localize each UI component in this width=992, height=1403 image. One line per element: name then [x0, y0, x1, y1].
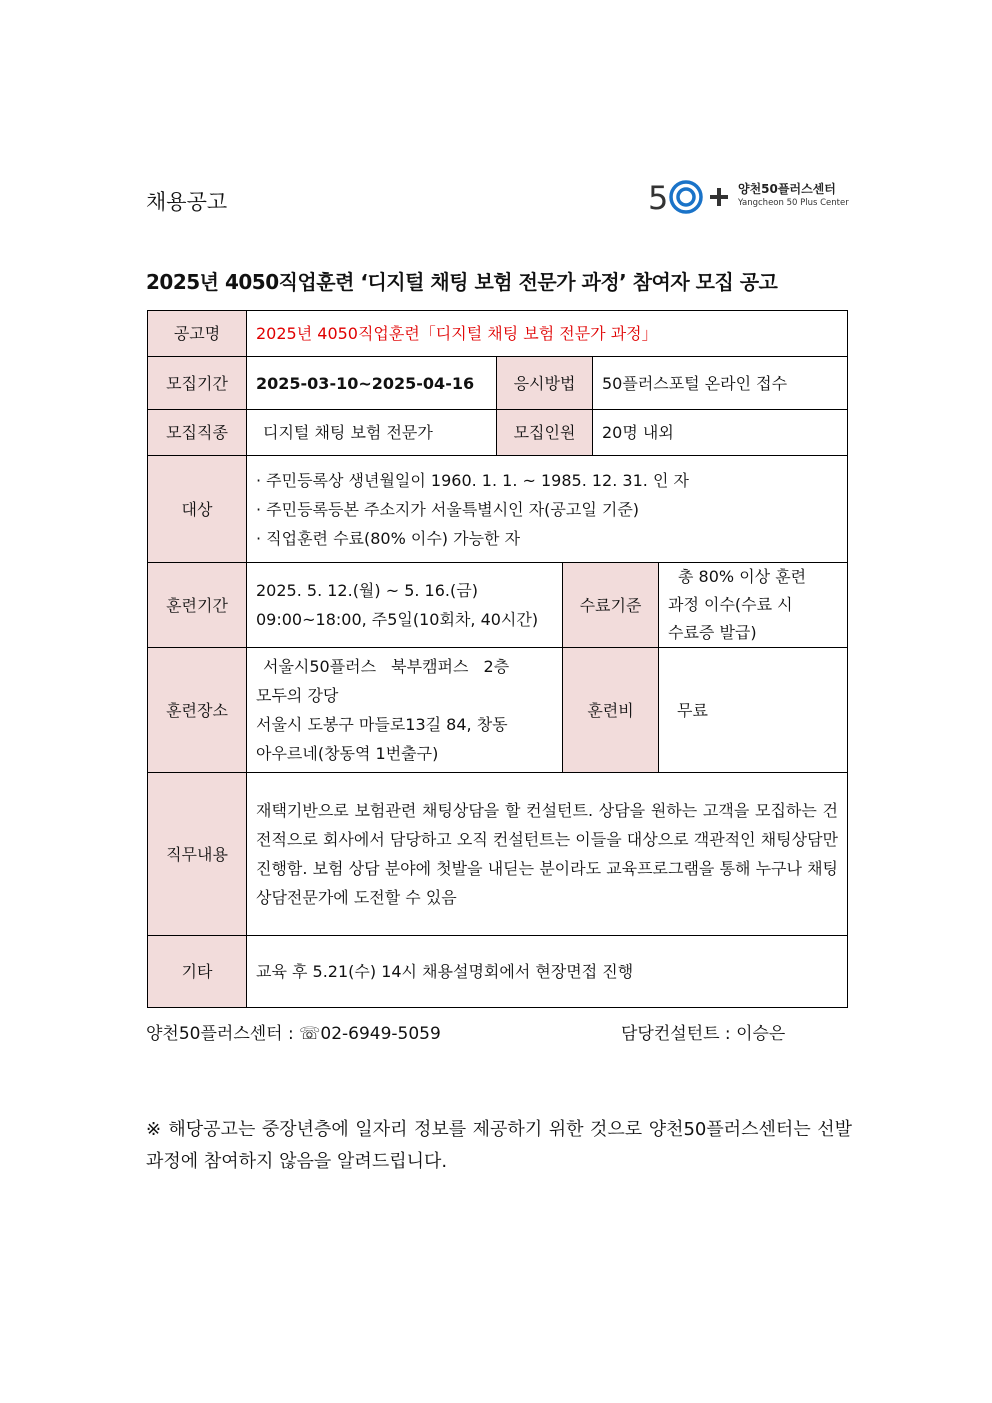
target-value: [247, 456, 848, 563]
location-line: 모두의 강당: [256, 686, 339, 705]
row-period: [148, 357, 848, 410]
row-etc: [148, 936, 848, 1008]
job-type-label: 모집직종: [148, 410, 247, 456]
training-period-line: 2025. 5. 12.(월) ~ 5. 16.(금): [256, 581, 478, 600]
notice-name-label: 공고명: [148, 311, 247, 357]
location-label: 훈련장소: [148, 648, 247, 773]
location-value: [247, 648, 563, 773]
location-line: 서울시50플러스 북부캠퍼스 2층: [263, 657, 510, 676]
svg-text:5: 5: [648, 179, 669, 217]
target-line: · 주민등록상 생년월일이 1960. 1. 1. ~ 1985. 12. 31. 인 자: [256, 470, 689, 490]
completion-value: [659, 563, 848, 648]
training-period-value: [247, 563, 563, 648]
consultant-name: 담당컨설턴트 : 이승은: [621, 1024, 786, 1044]
duties-label: 직무내용: [148, 773, 247, 936]
row-location: [148, 648, 848, 773]
location-line: 서울시 도봉구 마들로13길 84, 창동: [256, 715, 508, 734]
location-line: 아우르네(창동역 1번출구): [256, 744, 439, 763]
recruitment-table: [147, 310, 848, 1008]
headcount-value: 20명 내외: [593, 410, 848, 456]
etc-label: 기타: [148, 936, 247, 1008]
completion-line: 총 80% 이상 훈련: [678, 567, 807, 586]
document-label: 채용공고: [146, 190, 228, 214]
apply-method-value: 50플러스포털 온라인 접수: [593, 357, 848, 410]
training-period-label: 훈련기간: [148, 563, 247, 648]
page-title: 2025년 4050직업훈련 ‘디지털 채팅 보험 전문가 과정’ 참여자 모집 공고: [146, 270, 778, 294]
logo-name: 양천50플러스센터: [738, 182, 836, 196]
disclaimer-notice: ※ 해당공고는 중장년층에 일자리 정보를 제공하기 위한 것으로 양천50플러스센터는 선발과정에 참여하지 않음을 알려드립니다.: [146, 1119, 852, 1172]
target-line: · 직업훈련 수료(80% 이수) 가능한 자: [256, 528, 521, 548]
period-label: 모집기간: [148, 357, 247, 410]
fee-value: 무료: [659, 648, 848, 773]
training-period-line: 09:00~18:00, 주5일(10회차, 40시간): [256, 610, 539, 629]
duties-value: 재택기반으로 보험관련 채팅상담을 할 컨설턴트. 상담을 원하는 고객을 모집하는 건 전적으로 회사에서 담당하고 오직 컨설턴트는 이들을 대상으로 객관적인 채팅상담만 진행함. 보험 상담 분야에 첫발을 내딛는 분이라도 교육프로그램을 통해 누구나 채팅상담전문가에 도전할 수 있음: [247, 773, 848, 936]
row-duties: [148, 773, 848, 936]
apply-method-label: 응시방법: [497, 357, 593, 410]
logo-mark-icon: [648, 176, 738, 218]
period-value: 2025-03-10~2025-04-16: [247, 357, 497, 410]
job-type-value: 디지털 채팅 보험 전문가: [247, 410, 497, 456]
row-job-type: [148, 410, 848, 456]
completion-line: 과정 이수(수료 시: [668, 595, 793, 614]
row-training-period: [148, 563, 848, 648]
target-label: 대상: [148, 456, 247, 563]
row-target: [148, 456, 848, 563]
completion-line: 수료증 발급): [668, 623, 757, 642]
etc-value: 교육 후 5.21(수) 14시 채용설명회에서 현장면접 진행: [247, 936, 848, 1008]
target-line: · 주민등록등본 주소지가 서울특별시인 자(공고일 기준): [256, 499, 640, 519]
center-contact: 양천50플러스센터 : ☏02-6949-5059: [146, 1024, 441, 1044]
row-notice-name: [148, 311, 848, 357]
notice-name-value: 2025년 4050직업훈련「디지털 채팅 보험 전문가 과정」: [247, 311, 848, 357]
fee-label: 훈련비: [563, 648, 659, 773]
headcount-label: 모집인원: [497, 410, 593, 456]
logo-subtitle: Yangcheon 50 Plus Center: [738, 198, 849, 208]
completion-label: 수료기준: [563, 563, 659, 648]
